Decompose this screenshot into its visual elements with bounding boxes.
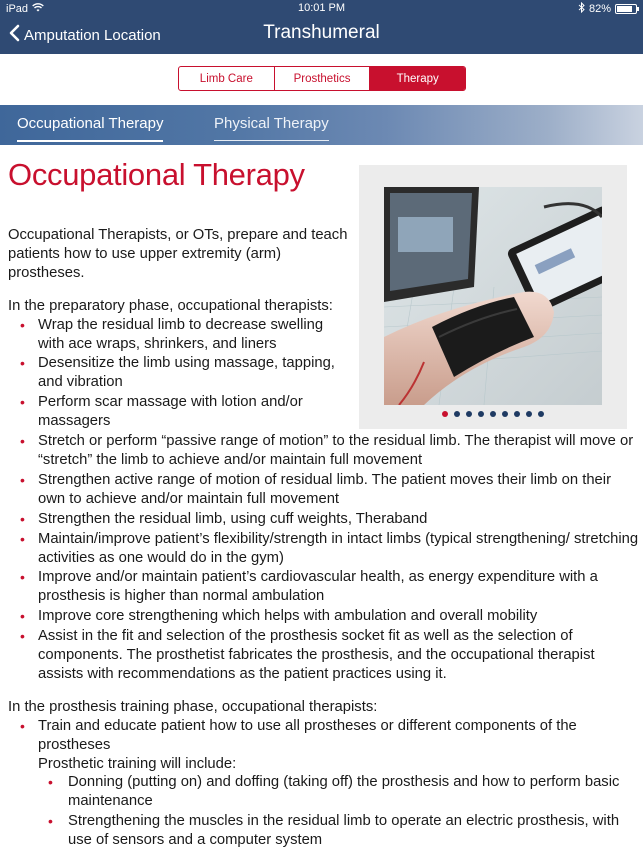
bullet-icon: •	[20, 530, 25, 547]
list-item-text: Train and educate patient how to use all prostheses or different components of the prostheses	[38, 717, 577, 753]
segment-limb-care[interactable]: Limb Care	[179, 67, 275, 90]
list-item	[8, 471, 640, 509]
battery-icon	[615, 4, 637, 14]
tab-occupational-therapy[interactable]: Occupational Therapy	[17, 115, 163, 142]
article-body	[8, 226, 640, 851]
bullet-icon: •	[20, 433, 25, 450]
list-item	[38, 812, 640, 850]
bullet-icon: •	[20, 355, 25, 372]
segment-therapy[interactable]: Therapy	[370, 67, 465, 90]
list-item-text: Assist in the fit and selection of the prosthesis socket fit as well as the selection of components. The prosthetist fabricates the prosthesis, and the occupational therapist assists with recommendations as the patient practices using it.	[38, 628, 595, 682]
list-item-text: Improve core strengthening which helps with ambulation and overall mobility	[38, 608, 538, 625]
list-item	[8, 627, 640, 684]
status-time: 10:01 PM	[297, 2, 346, 14]
navigation-bar	[0, 18, 643, 54]
bullet-icon: •	[20, 628, 25, 645]
nav-title: Transhumeral	[263, 22, 380, 43]
list-item-text: Improve and/or maintain patient’s cardiovascular health, as energy expenditure with a prosthesis is higher than normal ambulation	[38, 569, 598, 605]
list-item	[8, 432, 640, 470]
training-lead: In the prosthesis training phase, occupational therapists:	[8, 698, 378, 715]
intro-paragraph: Occupational Therapists, or OTs, prepare and teach patients how to use upper extremity (arm) prostheses.	[8, 227, 348, 281]
training-list	[8, 717, 640, 850]
tab-physical-therapy[interactable]: Physical Therapy	[214, 115, 329, 141]
preparatory-lead: In the preparatory phase, occupational therapists:	[8, 297, 333, 314]
list-item	[38, 773, 640, 811]
list-item	[8, 568, 640, 606]
list-item	[8, 530, 640, 568]
list-item-text: Strengthening the muscles in the residual limb to operate an electric prosthesis, with use of sensors and a computer system	[68, 813, 620, 849]
segment-prosthetics[interactable]: Prosthetics	[275, 67, 371, 90]
carrier-label: iPad	[6, 2, 29, 15]
status-bar	[0, 0, 643, 18]
list-item-text: Perform scar massage with lotion and/or massagers	[38, 394, 303, 430]
list-item	[8, 607, 640, 626]
training-sub-list	[38, 773, 640, 850]
list-item-text: Donning (putting on) and doffing (taking off) the prosthesis and how to perform basic maintenance	[68, 774, 620, 810]
bullet-icon: •	[48, 774, 53, 791]
preparatory-list	[8, 316, 640, 684]
bullet-icon: •	[20, 394, 25, 411]
list-item	[8, 393, 353, 431]
list-item-text: Stretch or perform “passive range of motion” to the residual limb. The therapist will move or “stretch” the limb to achieve and/or maintain full movement	[38, 433, 634, 468]
training-sub-lead: Prosthetic training will include:	[38, 755, 237, 772]
list-item	[8, 316, 353, 354]
list-item-text: Desensitize the limb using massage, tapping, and vibration	[38, 355, 335, 391]
bluetooth-icon	[578, 2, 585, 16]
battery-percent: 82%	[588, 3, 611, 15]
back-button-label: Amputation Location	[24, 26, 161, 44]
bullet-icon: •	[20, 510, 25, 527]
bullet-icon: •	[20, 471, 25, 488]
bullet-icon: •	[20, 608, 25, 625]
list-item	[8, 354, 353, 392]
list-item-text: Wrap the residual limb to decrease swelling with ace wraps, shrinkers, and liners	[38, 316, 324, 352]
list-item	[8, 717, 640, 850]
bullet-icon: •	[20, 316, 25, 333]
list-item-text: Maintain/improve patient’s flexibility/strength in intact limbs (typical strengthening/ stretching activities as one would do in the gym)	[38, 530, 639, 566]
list-item	[8, 510, 640, 529]
list-item-text: Strengthen the residual limb, using cuff weights, Theraband	[38, 510, 428, 527]
bullet-icon: •	[20, 569, 25, 586]
bullet-icon: •	[20, 717, 25, 734]
section-segmented-control	[178, 66, 466, 91]
page-title: Occupational Therapy	[8, 157, 305, 192]
list-item-text: Strengthen active range of motion of residual limb. The patient moves their limb on their own to achieve and/or maintain full movement	[38, 471, 611, 507]
bullet-icon: •	[48, 813, 53, 830]
therapy-subtabs	[0, 105, 643, 145]
